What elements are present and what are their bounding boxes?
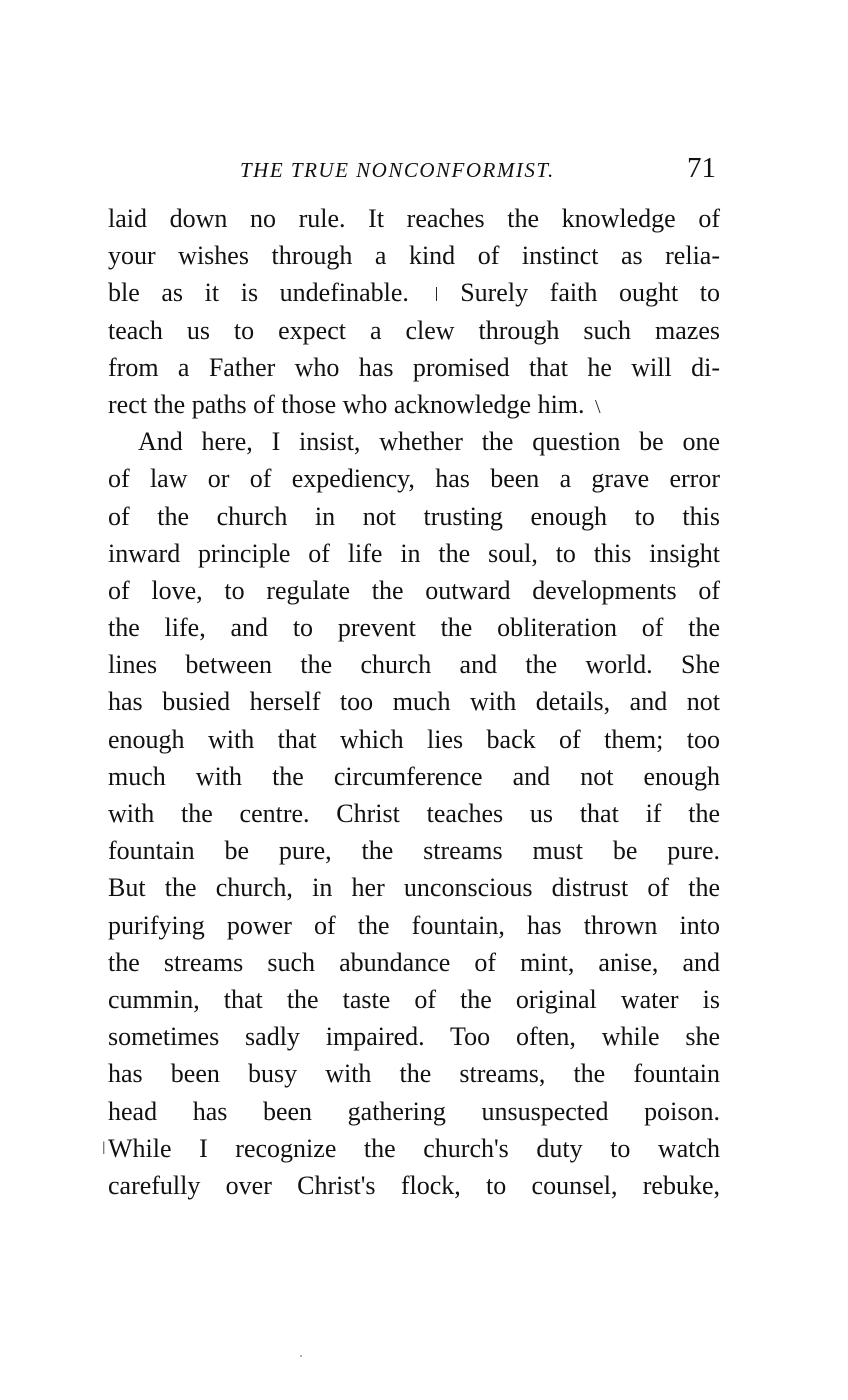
text-line: with the centre. Christ teaches us that if the [108, 799, 720, 828]
text-line: from a Father who has promised that he will di- [108, 352, 720, 382]
text-line-part: Surely faith ought to [460, 278, 721, 308]
text-line: the streams such abundance of mint, anise, and [108, 947, 720, 977]
text-line: has busied herself too much with details, and not [108, 687, 720, 717]
text-line-part: While I recognize the church's duty to watch [108, 1133, 720, 1163]
running-head [108, 152, 720, 192]
pencil-mark: ǀ [434, 284, 439, 307]
text-line [108, 274, 720, 311]
text-line: of law or of expediency, has been a grave error [108, 464, 720, 494]
text-line: But the church, in her unconscious distrust of the [108, 873, 720, 903]
text-line: has been busy with the streams, the fountain [108, 1059, 720, 1089]
text-line: cummin, that the taste of the original water is [108, 984, 720, 1014]
text-line: of the church in not trusting enough to this [108, 501, 720, 531]
paragraph-start-line: And here, I insist, whether the question be one [138, 427, 720, 457]
running-title: THE TRUE NONCONFORMIST. [240, 158, 555, 182]
text-line: head has been gathering unsuspected poison. [108, 1096, 720, 1126]
paper-speck [300, 1355, 302, 1357]
text-line: much with the circumference and not enough [108, 761, 720, 791]
text-line: laid down no rule. It reaches the knowledge of [108, 204, 720, 233]
body-text [102, 200, 721, 1204]
text-line: enough with that which lies back of them; too [108, 724, 720, 754]
pencil-mark: \ [595, 395, 601, 418]
text-line-part: rect the paths of those who acknowledge him. [108, 389, 585, 419]
text-line: carefully over Christ's flock, to counsel, rebuke, [108, 1170, 720, 1200]
text-line: lines between the church and the world. She [108, 650, 720, 680]
text-line [108, 386, 720, 423]
text-line: fountain be pure, the streams must be pure. [108, 836, 720, 866]
text-line: inward principle of life in the soul, to this insight [108, 538, 720, 568]
text-line [102, 1130, 720, 1167]
text-line: purifying power of the fountain, has thrown into [108, 910, 720, 940]
text-line-part: ble as it is undefinable. [108, 278, 409, 308]
text-line: your wishes through a kind of instinct as relia- [108, 241, 720, 271]
text-line: of love, to regulate the outward developments of [108, 575, 720, 605]
text-line: sometimes sadly impaired. Too often, while she [108, 1022, 720, 1052]
text-line: teach us to expect a clew through such mazes [108, 315, 720, 345]
text-line: the life, and to prevent the obliteration of the [108, 613, 720, 643]
pencil-mark-left: ǀ [102, 1137, 106, 1158]
page-number: 71 [687, 152, 716, 184]
